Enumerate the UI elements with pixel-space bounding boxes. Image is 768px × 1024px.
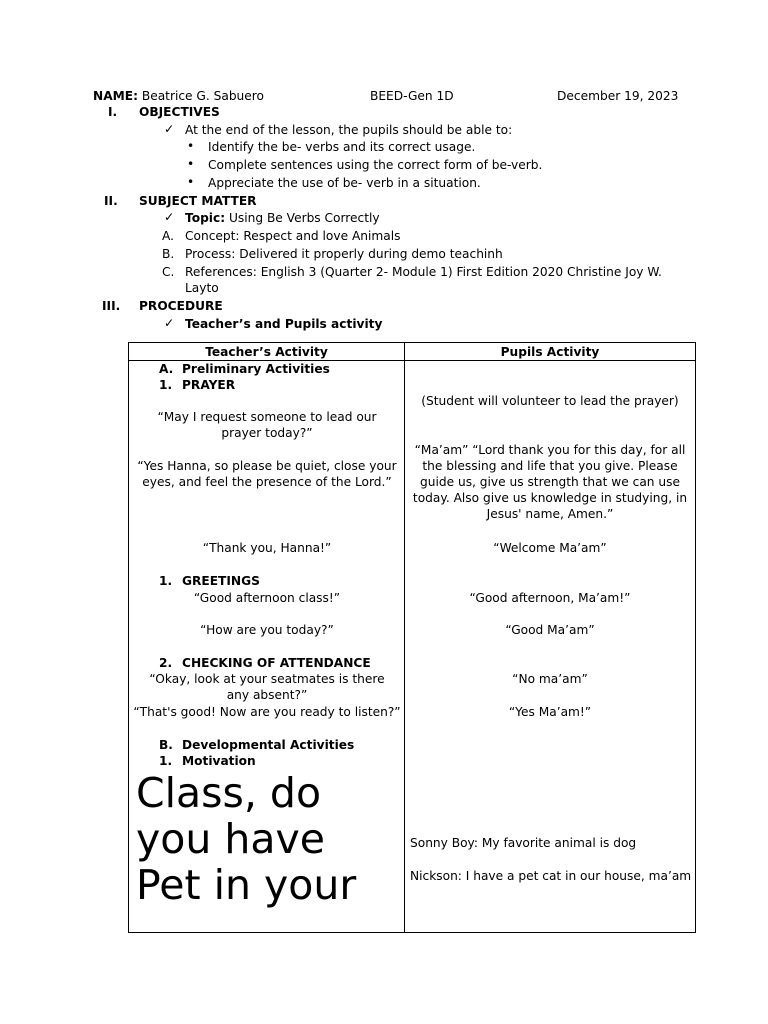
item-letter: B. xyxy=(162,247,175,261)
objective-item: Complete sentences using the correct form of be-verb. xyxy=(208,158,543,172)
procedure-sub: Teacher’s and Pupils activity xyxy=(185,317,383,331)
thanks: “Thank you, Hanna!” xyxy=(202,541,332,555)
item-letter: A. xyxy=(162,229,174,243)
pupil-sonny: Sonny Boy: My favorite animal is dog xyxy=(410,836,637,850)
procedure-numeral: III. xyxy=(102,299,121,313)
objectives-heading: OBJECTIVES xyxy=(139,105,220,119)
greet-num: 1. xyxy=(159,574,173,588)
topic-label: Topic: xyxy=(185,211,226,225)
item-text: References: English 3 (Quarter 2- Module 1) First Edition 2020 Christine Joy W. xyxy=(185,265,662,279)
attend-question: “Okay, look at your seatmates is there any absent?” xyxy=(149,672,385,702)
prelim-heading: Preliminary Activities xyxy=(182,362,330,376)
item-text: Concept: Respect and love Animals xyxy=(185,229,401,243)
check-icon: ✓ xyxy=(164,122,175,136)
pupil-yes: “Yes Ma’am!” xyxy=(508,705,592,719)
prayer-num: 1. xyxy=(159,378,173,392)
name-value: Beatrice G. Sabuero xyxy=(141,89,264,103)
objective-item: Appreciate the use of be- verb in a situation. xyxy=(208,176,481,190)
prayer-heading: PRAYER xyxy=(182,378,236,392)
name-line xyxy=(93,88,264,104)
motivation-big-text: Class, do you have Pet in your xyxy=(136,769,357,909)
attend-heading: CHECKING OF ATTENDANCE xyxy=(182,656,371,670)
pupil-good-afternoon: “Good afternoon, Ma’am!” xyxy=(469,591,631,605)
pupil-volunteer: (Student will volunteer to lead the prayer) xyxy=(421,394,679,408)
topic-value: Using Be Verbs Correctly xyxy=(228,211,380,225)
objective-item: Identify the be- verbs and its correct usage. xyxy=(208,140,476,154)
item-text-cont: Layto xyxy=(185,281,219,295)
prelim-letter: A. xyxy=(159,362,174,376)
bullet-icon: • xyxy=(187,175,195,189)
pupil-prayer: “Ma’am” “Lord thank you for this day, for all the blessing and life that you give. Please guide us, give us strength that we can use today. Also give us knowledge in studying, in Jesus' name, Amen.” xyxy=(412,443,688,521)
bullet-icon: • xyxy=(187,139,195,153)
activity-table xyxy=(128,342,696,933)
pupil-no: “No ma’am” xyxy=(512,672,588,686)
teacher-good-afternoon: “Good afternoon class!” xyxy=(193,591,341,605)
name-label: NAME: xyxy=(93,89,138,103)
motiv-heading: Motivation xyxy=(182,754,256,768)
objectives-numeral: I. xyxy=(108,105,118,119)
attend-num: 2. xyxy=(159,656,173,670)
pupil-nickson: Nickson: I have a pet cat in our house, ma’am xyxy=(410,869,692,883)
item-text: Process: Delivered it properly during demo teachinh xyxy=(185,247,503,261)
subject-numeral: II. xyxy=(104,194,118,208)
course: BEED-Gen 1D xyxy=(370,89,454,103)
pupil-welcome: “Welcome Ma’am” xyxy=(493,541,607,555)
subject-heading: SUBJECT MATTER xyxy=(139,194,257,208)
objectives-intro: At the end of the lesson, the pupils should be able to: xyxy=(185,123,513,137)
dev-heading: Developmental Activities xyxy=(182,738,355,752)
how-are-you: “How are you today?” xyxy=(200,623,334,637)
attend-good: “That's good! Now are you ready to listen?” xyxy=(133,705,401,719)
dev-letter: B. xyxy=(159,738,173,752)
check-icon: ✓ xyxy=(164,316,175,330)
prayer-question: “May I request someone to lead our prayer today?” xyxy=(157,410,377,440)
motiv-num: 1. xyxy=(159,754,173,768)
procedure-heading: PROCEDURE xyxy=(139,299,223,313)
pupils-header: Pupils Activity xyxy=(500,345,600,359)
item-letter: C. xyxy=(162,265,175,279)
topic-line xyxy=(185,210,380,226)
teacher-header: Teacher’s Activity xyxy=(205,345,328,359)
prayer-yes: “Yes Hanna, so please be quiet, close your eyes, and feel the presence of the Lord.” xyxy=(137,459,397,489)
pupil-good: “Good Ma’am” xyxy=(505,623,595,637)
check-icon: ✓ xyxy=(164,210,175,224)
column-divider xyxy=(404,343,405,932)
date: December 19, 2023 xyxy=(557,89,679,103)
greet-heading: GREETINGS xyxy=(182,574,260,588)
bullet-icon: • xyxy=(187,157,195,171)
